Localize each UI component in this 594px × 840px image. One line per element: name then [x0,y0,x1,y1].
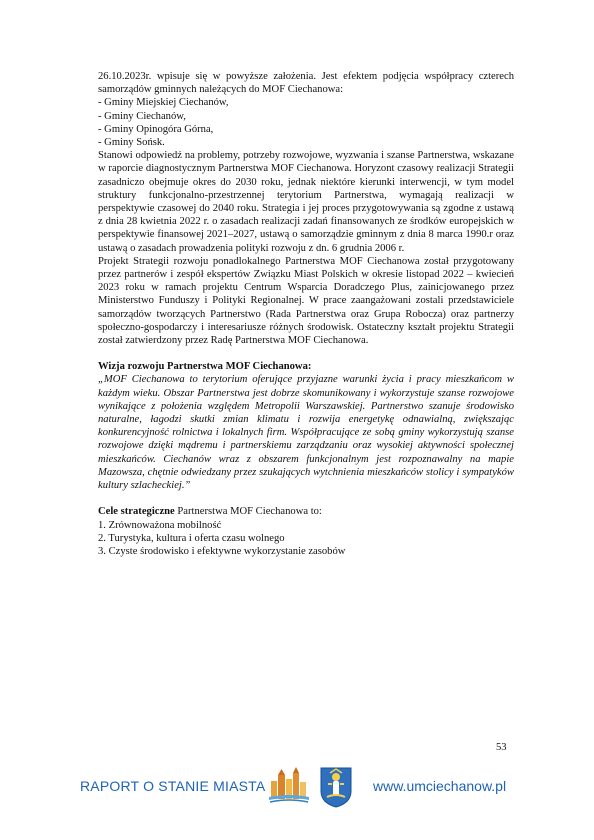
footer-website-link[interactable]: www.umciechanow.pl [373,778,507,794]
footer-report-title: RAPORT O STANIE MIASTA [80,778,266,794]
goals-heading [98,505,514,518]
vision-text: „MOF Ciechanowa to terytorium oferujące przyjazne warunki życia i pracy mieszkańcom w każdym wieku. Obszar Partnerstwa jest dobrze skomunikowany i wykorzystuje szanse rozwojowe wynikające z położenia względem Metropolii Warszawskiej. Partnerstwo szanuje środowisko naturalne, łagodzi skutki zmian klimatu i rozwija energetykę odnawialną, zwiększając konkurencyjność rolnictwa i lokalnych firm. Współpracujące ze sobą gminy wykorzystują szanse rozwojowe dzięki mądremu i partnerskiemu zarządzaniu oraz wysokiej aktywności społecznej mieszkańców. Ciechanów wraz z obszarem funkcjonalnym jest rozpoznawalny na mapie Mazowsza, chętnie odwiedzany przez szukających wytchnienia mieszkańców stolicy i sympatyków kultury szlacheckiej.” [98,374,514,492]
spacer [98,492,514,505]
goal-item: 1. Zrównoważona mobilność [98,519,222,531]
paragraph-strategy-scope: Stanowi odpowiedź na problemy, potrzeby rozwojowe, wyzwania i szanse Partnerstwa, wskazane w raporcie diagnostycznym Partnerstwa MOF Ciechanowa. Horyzont czasowy realizacji Strategii zasadniczo obejmuje okres do 2030 roku, jednak niektóre kierunki interwencji, w tym model struktury funkcjonalno-przestrzennej terytorium Partnerstwa, wymagają realizacji w perspektywie czasowej do 2040 roku. Strategia i jej proces przygotowywania są zgodne z ustawą z dnia 28 kwietnia 2022 r. o zasadach realizacji zadań finansowanych ze środków europejskich w perspektywie finansowej 2021–2027, ustawą o samorządzie gminnym z dnia 8 marca 1990.r oraz ustawą o zasadach prowadzenia polityki rozwoju z dn. 6 grudnia 2006 r. [98,150,514,254]
vision-heading: Wizja rozwoju Partnerstwa MOF Ciechanowa: [98,361,312,373]
page-number: 53 [496,742,507,753]
list-item: - Gminy Ciechanów, [98,110,186,122]
goals-heading-bold: Cele strategiczne [98,506,175,518]
spacer [98,347,514,360]
intro-paragraph: 26.10.2023r. wpisuje się w powyższe założenia. Jest efektem podjęcia współpracy czterech samorządów gminnych należących do MOF Ciechanowa: [98,71,514,96]
document-body [98,70,514,558]
list-item: - Gminy Opinogóra Górna, [98,123,214,135]
goal-item: 3. Czyste środowisko i efektywne wykorzystanie zasobów [98,545,346,557]
page-footer [60,765,540,815]
ciechanow-logo-icon [267,767,311,805]
list-item: - Gminy Miejskiej Ciechanów, [98,97,229,109]
goals-heading-rest: Partnerstwa MOF Ciechanowa to: [174,506,322,518]
coat-of-arms-icon [318,765,354,809]
goal-item: 2. Turystyka, kultura i oferta czasu wolnego [98,532,285,544]
paragraph-strategy-project: Projekt Strategii rozwoju ponadlokalnego Partnerstwa MOF Ciechanowa został przygotowany przez partnerów i zespół ekspertów Związku Miast Polskich w okresie listopad 2022 – kwiecień 2023 roku w ramach projektu Centrum Wsparcia Doradczego Plus, zainicjowanego przez Ministerstwo Funduszy i Polityki Regionalnej. W prace zaangażowani zostali przedstawiciele samorządów tworzących Partnerstwo (Rada Partnerstwa oraz Grupa Robocza) oraz partnerzy społeczno-gospodarczy i interesariusze różnych środowisk. Ostateczny kształt projektu Strategii został zatwierdzony przez Radę Partnerstwa MOF Ciechanowa. [98,255,514,347]
gminy-list [98,96,514,149]
list-item: - Gminy Sońsk. [98,137,165,149]
